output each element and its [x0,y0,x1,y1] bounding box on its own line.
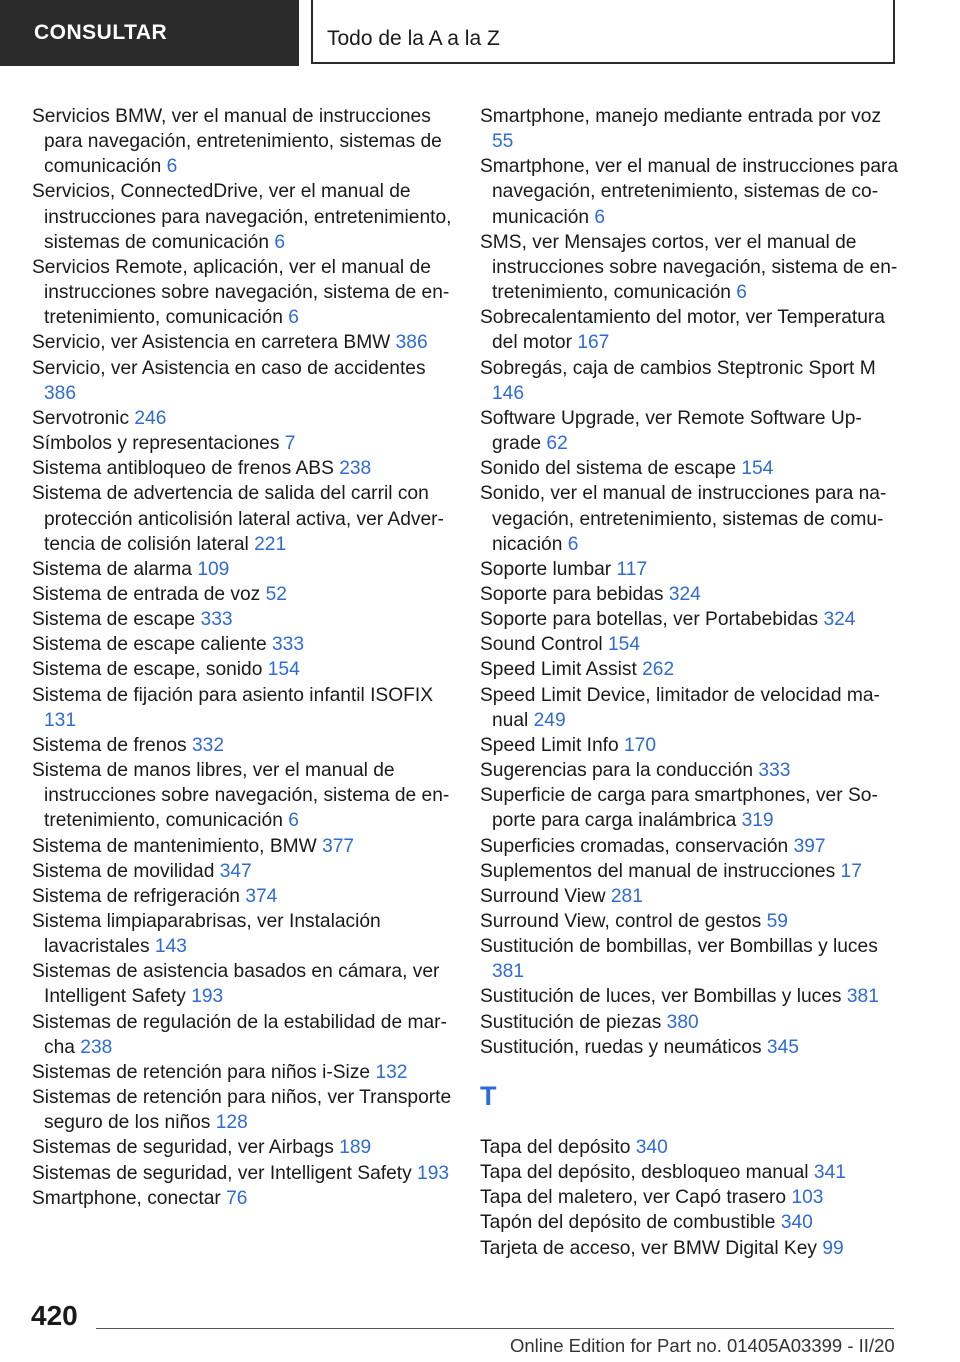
page-reference-link[interactable]: 99 [822,1237,844,1259]
page-reference-link[interactable]: 238 [339,458,372,480]
page-reference-link[interactable]: 386 [44,382,77,404]
page-reference-link[interactable]: 386 [395,332,428,354]
index-entry-text: Servicio, ver Asistencia en caso de accidentes [32,357,426,379]
index-entry-text: Servicios Remote, aplicación, ver el manual de instrucciones sobre navegación, sistema de entretenimiento, comunicación [32,256,450,329]
index-entry [32,179,452,254]
index-entry [480,557,900,582]
chapter-title-box [311,0,895,64]
index-entry [32,859,452,884]
index-entry-text: Símbolos y representaciones [32,433,280,455]
page-reference-link[interactable]: 319 [741,810,774,832]
index-group-s [480,104,900,1060]
index-entry [480,607,900,632]
page-number: 420 [31,1300,78,1331]
page-reference-link[interactable]: 6 [288,810,299,832]
index-entry-text: Sistema de manos libres, ver el manual de instrucciones sobre navegación, sistema de entretenimiento, comunicación [32,760,450,832]
index-entry [32,356,452,406]
page-reference-link[interactable]: 143 [154,936,187,958]
page-reference-link[interactable]: 154 [267,659,300,681]
page-reference-link[interactable]: 55 [492,131,514,153]
index-entry [480,984,900,1009]
index-entry [32,255,452,330]
index-entry [32,557,452,582]
index-entry-text: Sistema limpiaparabrisas, ver Instalación lavacristales [32,911,381,958]
index-entry [480,683,900,733]
page-reference-link[interactable]: 17 [840,860,862,882]
page-reference-link[interactable]: 262 [642,659,675,681]
index-entry [480,657,900,682]
index-entry [480,884,900,909]
index-entry-text: Speed Limit Device, limitador de velocidad manual [480,684,880,731]
page-reference-link[interactable]: 340 [780,1212,813,1234]
index-entry-text: Sistema de advertencia de salida del carril con protección anticolisión lateral activa, ver Advertencia de colisión lateral [32,483,444,555]
index-entry [32,431,452,456]
index-entry-text: Sobregás, caja de cambios Steptronic Sport M [480,357,876,379]
index-entry-text: Software Upgrade, ver Remote Software Upgrade [480,407,862,455]
index-entry-text: Superficies cromadas, conservación [480,835,789,857]
index-entry-text: Soporte lumbar [480,558,612,580]
page-reference-link[interactable]: 117 [616,558,648,580]
index-entry [32,959,452,1009]
index-entry [32,406,452,431]
index-entry-text: Sonido, ver el manual de instrucciones para navegación, entretenimiento, sistemas de comunicación [480,483,887,555]
index-entry [480,758,900,783]
index-entry-text: Sistema de frenos [32,734,187,756]
index-entry-text: Superficie de carga para smartphones, ver Soporte para carga inalámbrica [480,785,878,832]
index-entry-text: Sustitución, ruedas y neumáticos [480,1036,762,1058]
page-reference-link[interactable]: 6 [567,533,579,555]
index-entry [480,456,900,481]
index-entry [32,1135,452,1160]
index-entry-text: Smartphone, conectar [32,1187,221,1209]
page-reference-link[interactable]: 380 [666,1011,699,1033]
page-reference-link[interactable]: 6 [594,206,606,228]
index-entry-text: Sistema de alarma [32,558,192,580]
page-reference-link[interactable]: 6 [166,156,178,178]
index-group-t [480,1135,900,1261]
page-reference-link[interactable]: 52 [265,583,287,605]
index-entry [32,607,452,632]
index-entry [32,1010,452,1060]
index-entry-text: Speed Limit Info [480,734,619,756]
index-entry-text: Sustitución de piezas [480,1011,662,1033]
index-entry-text: Speed Limit Assist [480,659,637,681]
page-reference-link[interactable]: 193 [417,1162,450,1184]
index-entry-text: Sistemas de retención para niños, ver Transporte seguro de los niños [32,1087,452,1134]
index-entry [32,758,452,833]
index-entry [480,582,900,607]
page-reference-link[interactable]: 333 [200,609,233,631]
index-entry-text: Tapa del depósito, desbloqueo manual [480,1162,809,1184]
index-entry [480,1210,900,1235]
index-entry [480,1160,900,1185]
section-letter-heading: T [480,1080,497,1111]
index-entry-text: Sistema de escape [32,609,196,631]
index-entry-text: SMS, ver Mensajes cortos, ver el manual de instrucciones sobre navegación, sistema de entretenimiento, comunicación [480,231,898,304]
index-entry-text: Surround View, control de gestos [480,911,762,932]
page-reference-link[interactable]: 131 [44,709,77,731]
index-entry [480,859,900,884]
page-reference-link[interactable]: 324 [823,609,856,631]
page-reference-link[interactable]: 167 [577,332,610,354]
page-reference-link[interactable]: 324 [668,583,701,605]
page-reference-link[interactable]: 281 [610,885,643,907]
page-reference-link[interactable]: 154 [741,458,774,480]
page-reference-link[interactable]: 377 [322,835,355,857]
footer-divider [96,1328,894,1329]
page-reference-link[interactable]: 340 [635,1136,668,1158]
index-entry-text: Sistema de escape caliente [32,634,267,656]
index-entry [32,657,452,682]
page-reference-link[interactable]: 103 [791,1187,824,1209]
index-entry [480,305,900,355]
page-reference-link[interactable]: 170 [624,734,657,756]
page-reference-link[interactable]: 6 [274,231,286,253]
index-entry [32,1060,452,1085]
index-entry [32,1186,452,1211]
edition-footer: Online Edition for Part no. 01405A03399 - II/20 [510,1335,895,1356]
index-entry-text: Sistemas de asistencia basados en cámara, ver Intelligent Safety [32,961,440,1008]
index-column-right [480,104,900,1261]
page-reference-link[interactable]: 246 [134,407,167,429]
index-entry-text: Suplementos del manual de instrucciones [480,860,836,882]
page-reference-link[interactable]: 333 [272,634,305,656]
chapter-title: Todo de la A a la Z [327,27,500,50]
index-entry [480,356,900,406]
index-entry [32,733,452,758]
index-entry [480,834,900,859]
index-entry-text: Tarjeta de acceso, ver BMW Digital Key [480,1237,817,1259]
index-entry-text: Sistema de mantenimiento, BMW [32,835,317,857]
index-entry-text: Soporte para botellas, ver Portabebidas [480,609,819,631]
index-entry-text: Sistemas de seguridad, ver Intelligent Safety [32,1162,412,1184]
index-entry [480,783,900,833]
index-entry-text: Sugerencias para la conducción [480,760,754,782]
page-reference-link[interactable]: 374 [245,885,278,907]
page-reference-link[interactable]: 347 [219,860,252,882]
page-reference-link[interactable]: 128 [215,1112,248,1134]
page-reference-link[interactable]: 221 [254,533,287,555]
page-reference-link[interactable]: 7 [284,433,296,455]
page-reference-link[interactable]: 333 [758,760,791,782]
index-entry-text: Tapa del maletero, ver Capó trasero [480,1187,787,1209]
index-entry [32,330,452,355]
index-entry-text: Sistemas de retención para niños i-Size [32,1061,371,1083]
index-entry-text: Sonido del sistema de escape [480,458,736,480]
index-entry [32,632,452,657]
index-entry [480,1185,900,1210]
index-entry [480,230,900,305]
page-reference-link[interactable]: 397 [793,835,826,857]
page-reference-link[interactable]: 381 [492,961,525,983]
page-reference-link[interactable]: 76 [226,1187,248,1209]
page-reference-link[interactable]: 189 [339,1137,372,1159]
index-entry [32,104,452,179]
index-entry-text: Servotronic [32,407,130,429]
page-reference-link[interactable]: 249 [533,709,566,731]
index-entry [480,154,900,229]
index-entry [32,834,452,859]
index-entry [480,1135,900,1160]
index-entry [480,733,900,758]
index-entry [32,481,452,556]
index-entry-text: Sistema de escape, sonido [32,659,263,681]
index-entry [480,1236,900,1261]
section-tab: CONSULTAR [0,0,299,66]
index-entry-text: Surround View [480,885,606,907]
page-reference-link[interactable]: 132 [375,1061,408,1083]
index-entry [480,632,900,657]
index-entry-text: Sistema antibloqueo de frenos ABS [32,458,334,480]
index-entry-text: Sistemas de seguridad, ver Airbags [32,1137,334,1159]
index-entry [32,1161,452,1186]
index-entry [480,1010,900,1035]
index-entry [480,909,900,934]
index-entry-text: Smartphone, manejo mediante entrada por voz [480,106,882,127]
page-reference-link[interactable]: 381 [846,986,879,1008]
index-entry-text: Sistema de fijación para asiento infantil ISOFIX [32,684,434,706]
page-reference-link[interactable]: 193 [191,986,224,1008]
index-entry [480,934,900,984]
index-entry-text: Tapón del depósito de combustible [480,1212,776,1234]
page-header [0,0,960,66]
index-entry-text: Sistema de movilidad [32,860,215,882]
index-entry-text: Soporte para bebidas [480,583,664,605]
index-entry [480,104,900,154]
index-entry-text: Smartphone, ver el manual de instrucciones para navegación, entretenimiento, sistemas de comunicación [480,156,899,228]
page-reference-link[interactable]: 238 [80,1036,113,1058]
index-entry [32,884,452,909]
index-entry [32,683,452,733]
page-reference-link[interactable]: 345 [766,1036,799,1058]
index-entry [32,909,452,959]
page-reference-link[interactable]: 146 [492,382,525,404]
index-entry-text: Sobrecalentamiento del motor, ver Temperatura del motor [480,307,885,354]
index-entry-text: Sustitución de bombillas, ver Bombillas y luces [480,936,878,958]
index-entry-text: Servicio, ver Asistencia en carretera BMW [32,332,391,354]
page-reference-link[interactable]: 154 [608,634,641,656]
index-entry [32,1085,452,1135]
page-reference-link[interactable]: 341 [813,1162,846,1184]
index-entry [32,582,452,607]
page-reference-link[interactable]: 62 [546,433,568,455]
page-reference-link[interactable]: 332 [192,734,225,756]
page-reference-link[interactable]: 6 [736,282,747,304]
index-entry-text: Sistema de refrigeración [32,885,240,907]
index-entry [480,481,900,556]
index-entry-text: Sistema de entrada de voz [32,583,261,605]
index-entry-text: Sound Control [480,634,603,656]
page-reference-link[interactable]: 6 [288,307,299,329]
index-column-left [32,104,452,1211]
index-entry [480,406,900,456]
page-reference-link[interactable]: 59 [766,911,788,932]
index-entry-text: Servicios BMW, ver el manual de instrucciones para navegación, entretenimiento, sistemas de comunicación [32,106,442,178]
index-entry-text: Sustitución de luces, ver Bombillas y luces [480,986,842,1008]
index-entry-text: Servicios, ConnectedDrive, ver el manual de instrucciones para navegación, entretenimiento, sistemas de comunicación [32,181,452,253]
index-entry [32,456,452,481]
index-entry-text: Tapa del depósito [480,1136,631,1158]
page-reference-link[interactable]: 109 [197,558,230,580]
index-entry-text: Sistemas de regulación de la estabilidad de marcha [32,1011,447,1058]
index-entry [480,1035,900,1060]
